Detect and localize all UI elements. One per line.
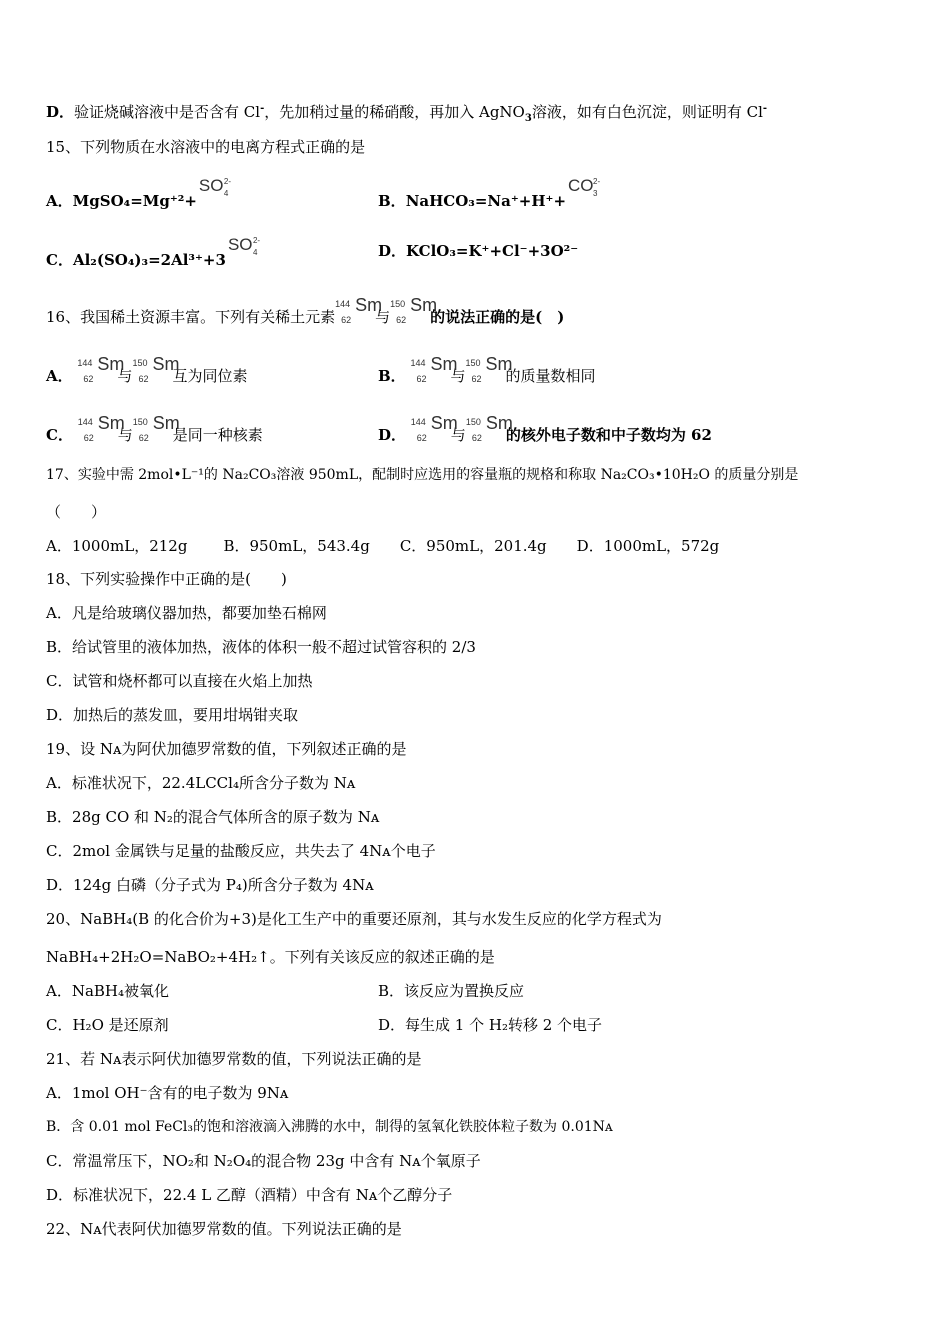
q18-stem: 18、下列实验操作中正确的是( ) bbox=[46, 570, 287, 588]
ion-formula: SO bbox=[198, 176, 224, 195]
mass-number: 150 bbox=[390, 299, 406, 309]
atomic-number: 62 bbox=[341, 315, 352, 325]
sulfate-ion bbox=[197, 176, 232, 208]
ion-charge: 2- bbox=[593, 177, 601, 186]
element-symbol: Sm bbox=[97, 413, 125, 433]
mass-number: 144 bbox=[77, 358, 93, 368]
q17-stem: 17、实验中需 2mol•L⁻¹的 Na₂CO₃溶液 950mL，配制时应选用的容量瓶的规格和称取 Na₂CO₃•10H₂O 的质量分别是 bbox=[46, 467, 799, 483]
q20-stem: 20、NaBH₄(B 的化合价为+3)是化工生产中的重要还原剂，其与水发生反应的化学方程式为 bbox=[46, 910, 662, 928]
option-text: 验证烧碱溶液中是否含有 Cl bbox=[74, 103, 261, 121]
ion-subscript: 4 bbox=[223, 189, 229, 198]
stem-text: 的说法正确的是( ) bbox=[430, 308, 565, 326]
option-text: 的质量数相同 bbox=[505, 367, 596, 385]
superscript: - bbox=[762, 103, 768, 114]
q18-option-c: C．试管和烧杯都可以直接在火焰上加热 bbox=[46, 672, 313, 690]
option-text: 是同一种核素 bbox=[172, 426, 263, 444]
option-text: Al₂(SO₄)₃=2Al³⁺+3 bbox=[72, 251, 226, 269]
subscript: 3 bbox=[524, 113, 532, 124]
option-label: A． bbox=[46, 192, 73, 210]
option-label: B． bbox=[378, 367, 406, 385]
q18-option-a: A．凡是给玻璃仪器加热，都要加垫石棉网 bbox=[46, 604, 327, 622]
q17-paren: （ ） bbox=[46, 503, 107, 521]
q16-option-a bbox=[46, 354, 248, 386]
option-label: C． bbox=[46, 426, 73, 444]
mass-number: 150 bbox=[132, 358, 148, 368]
nuclide-sm150 bbox=[132, 413, 180, 444]
sulfate-ion bbox=[226, 235, 261, 267]
option-text: 与 bbox=[117, 426, 133, 444]
atomic-number: 62 bbox=[416, 433, 427, 443]
option-text: MgSO₄=Mg⁺²+ bbox=[72, 192, 197, 210]
q15-option-b bbox=[378, 176, 601, 211]
option-label: A． bbox=[46, 367, 73, 385]
option-label: D． bbox=[46, 103, 75, 121]
nuclide-sm150 bbox=[132, 354, 180, 385]
q21-option-c: C．常温常压下，NO₂和 N₂O₄的混合物 23g 中含有 Nᴀ个氧原子 bbox=[46, 1152, 481, 1170]
ion-charge: 2- bbox=[223, 177, 232, 186]
q15-option-d bbox=[378, 241, 578, 261]
mass-number: 144 bbox=[410, 417, 426, 427]
q20-option-d: D．每生成 1 个 H₂转移 2 个电子 bbox=[378, 1016, 603, 1034]
ion-charge: 2- bbox=[252, 236, 261, 245]
nuclide-sm144 bbox=[77, 413, 125, 444]
atomic-number: 62 bbox=[396, 315, 407, 325]
nuclide-sm150 bbox=[465, 413, 513, 444]
q16-option-b bbox=[378, 354, 596, 386]
nuclide-sm144 bbox=[410, 413, 458, 444]
element-symbol: Sm bbox=[355, 295, 383, 315]
q17-option-c: C．950mL，201.4g bbox=[399, 537, 547, 555]
q20-option-c: C．H₂O 是还原剂 bbox=[46, 1016, 169, 1034]
element-symbol: Sm bbox=[152, 354, 180, 374]
option-text: 溶液，如有白色沉淀，则证明有 Cl bbox=[531, 103, 763, 121]
q21-option-d: D．标准状况下，22.4 L 乙醇（酒精）中含有 Nᴀ个乙醇分子 bbox=[46, 1186, 453, 1204]
option-text: 与 bbox=[450, 367, 466, 385]
element-symbol: Sm bbox=[97, 354, 125, 374]
mass-number: 150 bbox=[132, 417, 148, 427]
q19-option-c: C．2mol 金属铁与足量的盐酸反应，共失去了 4Nᴀ个电子 bbox=[46, 842, 436, 860]
q16-stem bbox=[46, 295, 565, 327]
q19-stem: 19、设 Nᴀ为阿伏加德罗常数的值，下列叙述正确的是 bbox=[46, 740, 407, 758]
element-symbol: Sm bbox=[485, 354, 513, 374]
atomic-number: 62 bbox=[83, 433, 94, 443]
option-text: ，先加稍过量的稀硝酸，再加入 AgNO bbox=[264, 103, 525, 121]
q21-option-a: A．1mol OH⁻含有的电子数为 9Nᴀ bbox=[46, 1084, 289, 1102]
q18-option-b: B．给试管里的液体加热，液体的体积一般不超过试管容积的 2/3 bbox=[46, 638, 476, 656]
option-text: 的核外电子数和中子数均为 62 bbox=[505, 426, 712, 444]
element-symbol: Sm bbox=[152, 413, 180, 433]
carbonate-ion bbox=[566, 176, 601, 208]
atomic-number: 62 bbox=[416, 374, 427, 384]
mass-number: 144 bbox=[410, 358, 426, 368]
q18-option-d: D．加热后的蒸发皿，要用坩埚钳夹取 bbox=[46, 706, 299, 724]
q20-stem-2: NaBH₄+2H₂O=NaBO₂+4H₂↑。下列有关该反应的叙述正确的是 bbox=[46, 948, 495, 966]
atomic-number: 62 bbox=[138, 433, 149, 443]
mass-number: 144 bbox=[335, 299, 351, 309]
option-label: D． bbox=[378, 426, 407, 444]
element-symbol: Sm bbox=[430, 354, 458, 374]
q17-option-d: D．1000mL，572g bbox=[576, 537, 720, 555]
nuclide-sm144 bbox=[335, 295, 383, 326]
q17-options bbox=[46, 536, 719, 556]
q19-option-d: D．124g 白磷（分子式为 P₄)所含分子数为 4Nᴀ bbox=[46, 876, 374, 894]
nuclide-sm144 bbox=[410, 354, 458, 385]
q14-option-d bbox=[46, 102, 767, 122]
mass-number: 150 bbox=[465, 417, 481, 427]
element-symbol: Sm bbox=[485, 413, 513, 433]
option-text: NaHCO₃=Na⁺+H⁺+ bbox=[405, 192, 567, 210]
q17-option-b: B．950mL，543.4g bbox=[223, 537, 370, 555]
option-text: KClO₃=K⁺+Cl⁻+3O²⁻ bbox=[406, 242, 579, 260]
superscript: - bbox=[260, 103, 265, 114]
q20-option-b: B．该反应为置换反应 bbox=[378, 982, 525, 1000]
atomic-number: 62 bbox=[138, 374, 149, 384]
stem-text: 与 bbox=[375, 308, 391, 326]
option-text: 互为同位素 bbox=[172, 367, 248, 385]
option-label: B． bbox=[378, 192, 406, 210]
q21-stem: 21、若 Nᴀ表示阿伏加德罗常数的值，下列说法正确的是 bbox=[46, 1050, 422, 1068]
q19-option-b: B．28g CO 和 N₂的混合气体所含的原子数为 Nᴀ bbox=[46, 808, 380, 826]
nuclide-sm150 bbox=[465, 354, 513, 385]
q15-option-c bbox=[46, 235, 261, 270]
q17-option-a: A．1000mL，212g bbox=[46, 537, 188, 555]
ion-subscript: 3 bbox=[593, 189, 598, 198]
q15-option-a bbox=[46, 176, 232, 211]
atomic-number: 62 bbox=[83, 374, 94, 384]
option-label: D． bbox=[378, 242, 407, 260]
option-text: 与 bbox=[117, 367, 133, 385]
atomic-number: 62 bbox=[471, 433, 482, 443]
atomic-number: 62 bbox=[471, 374, 482, 384]
mass-number: 144 bbox=[77, 417, 93, 427]
ion-subscript: 4 bbox=[252, 248, 258, 257]
q20-option-a: A．NaBH₄被氧化 bbox=[46, 982, 170, 1000]
q15-stem: 15、下列物质在水溶液中的电离方程式正确的是 bbox=[46, 138, 366, 156]
q16-option-d bbox=[378, 413, 712, 445]
q19-option-a: A．标准状况下，22.4LCCl₄所含分子数为 Nᴀ bbox=[46, 774, 356, 792]
q21-option-b: B．含 0.01 mol FeCl₃的饱和溶液滴入沸腾的水中，制得的氢氧化铁胶体粒子数为 0.01Nᴀ bbox=[46, 1119, 613, 1135]
nuclide-sm144 bbox=[77, 354, 125, 385]
option-text: 与 bbox=[450, 426, 466, 444]
element-symbol: Sm bbox=[430, 413, 458, 433]
q22-stem: 22、Nᴀ代表阿伏加德罗常数的值。下列说法正确的是 bbox=[46, 1220, 402, 1238]
ion-formula: CO bbox=[568, 176, 594, 195]
ion-formula: SO bbox=[227, 235, 253, 254]
mass-number: 150 bbox=[465, 358, 481, 368]
nuclide-sm150 bbox=[390, 295, 438, 326]
stem-text: 16、我国稀土资源丰富。下列有关稀土元素 bbox=[46, 308, 336, 326]
option-label: C． bbox=[46, 251, 73, 269]
element-symbol: Sm bbox=[410, 295, 438, 315]
q16-option-c bbox=[46, 413, 263, 445]
